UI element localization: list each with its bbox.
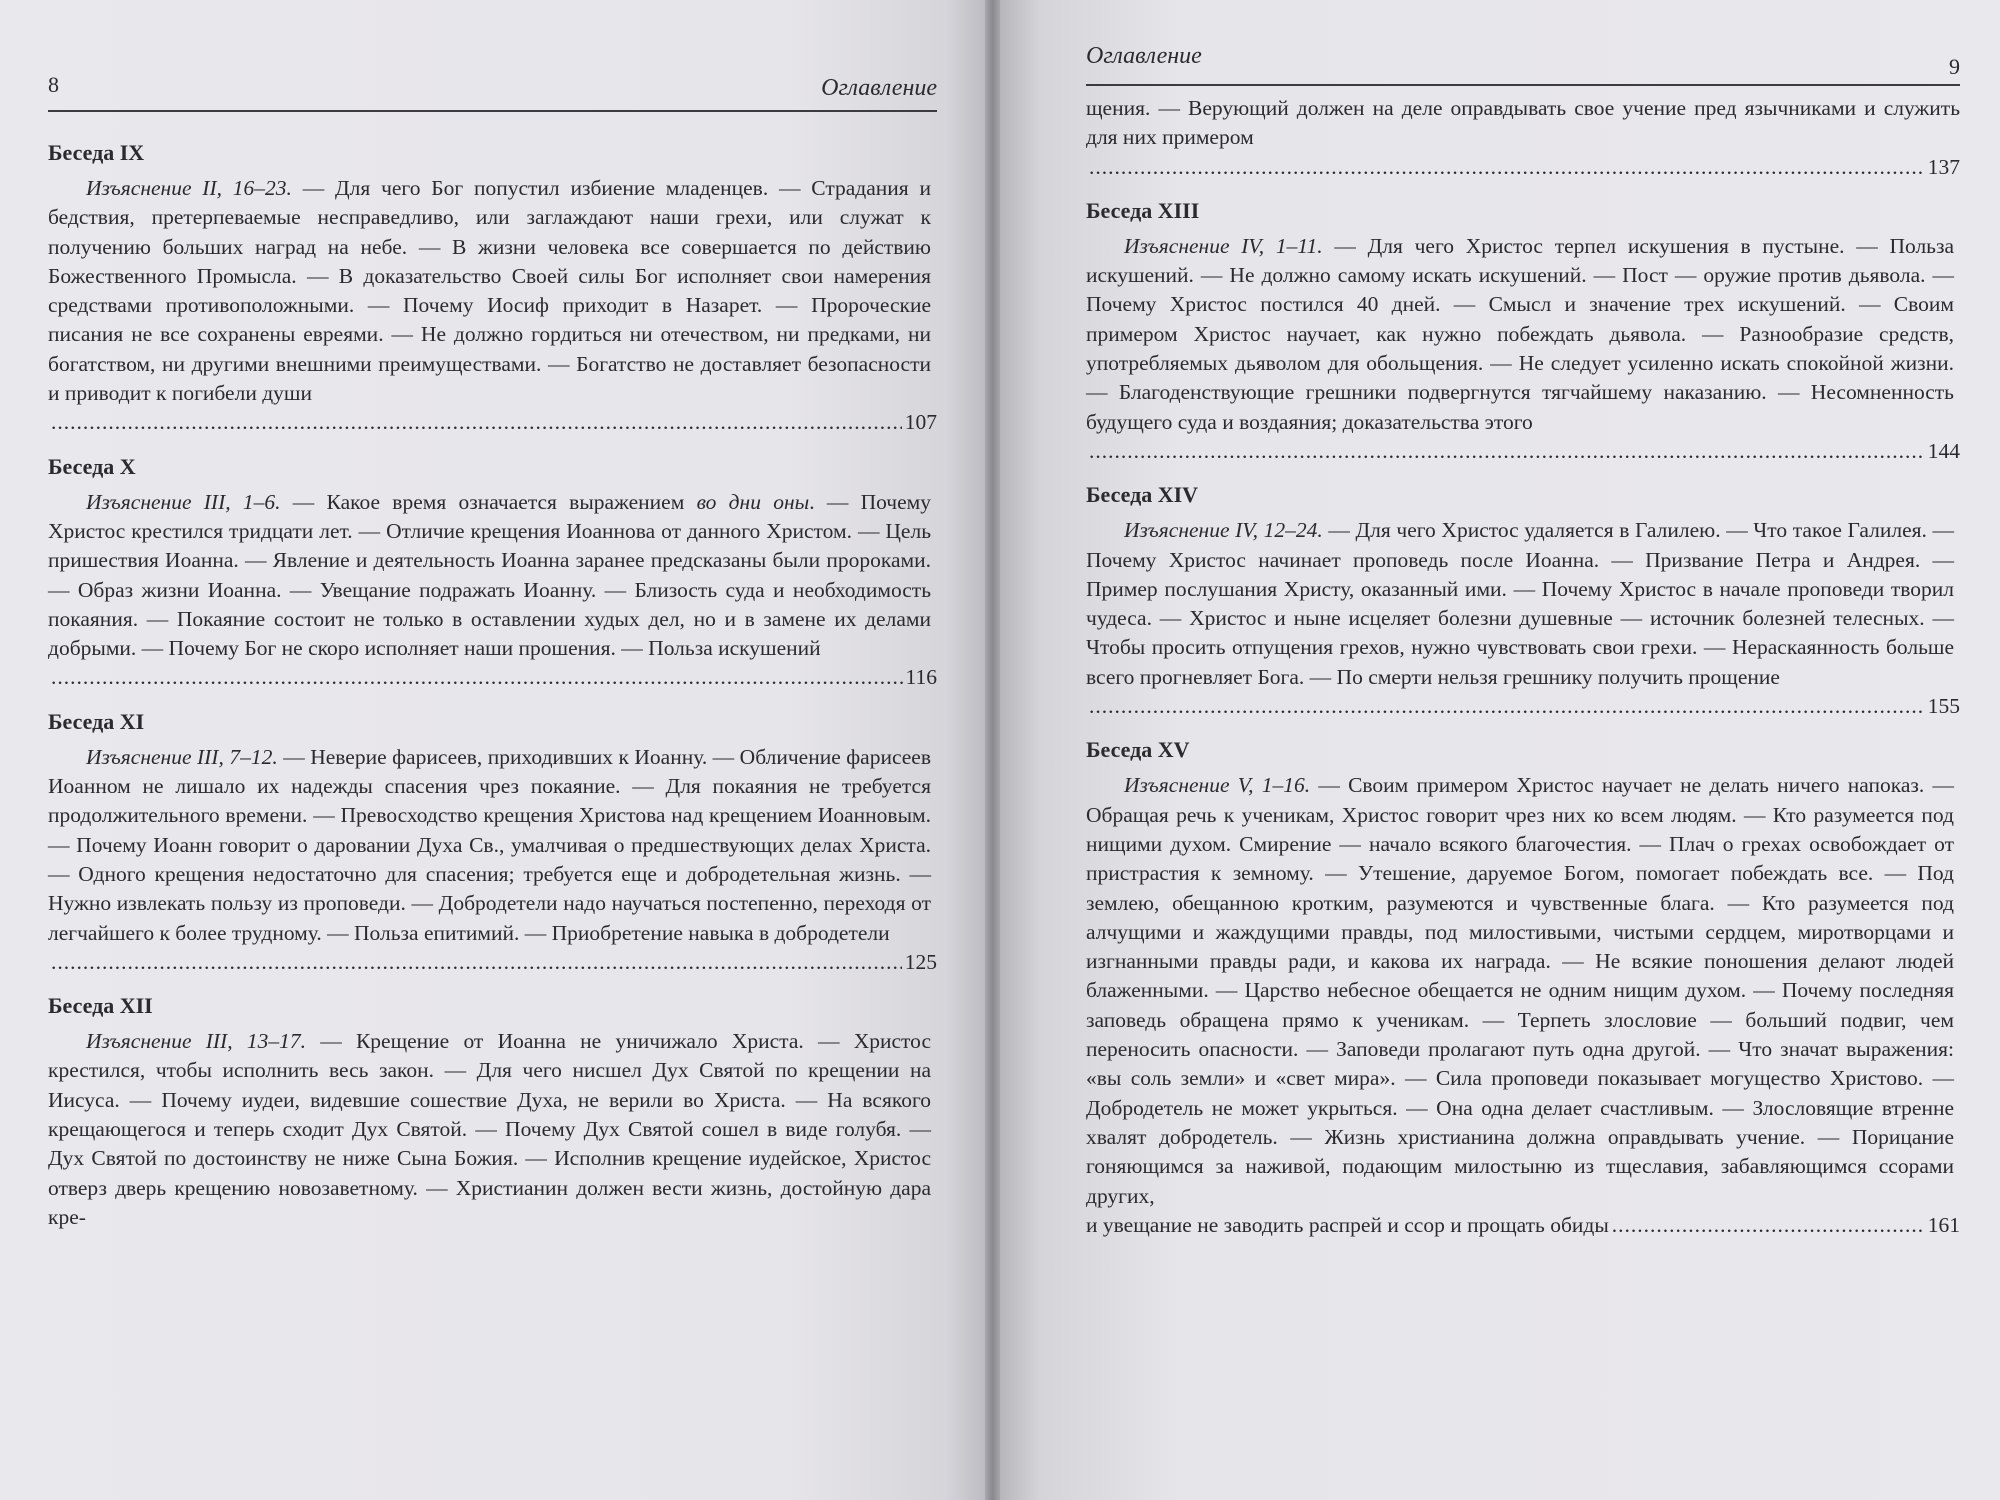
page-leader (48, 408, 937, 437)
right-page-header (1086, 38, 1960, 86)
page-ref: 137 (1927, 154, 1960, 179)
page-leader (1086, 153, 1960, 182)
left-page-header (48, 62, 937, 112)
dot-leader (1089, 692, 1925, 721)
section-summary (1086, 232, 1960, 437)
left-page (0, 0, 985, 1500)
summary-text: . — Почему Христос крестился тридцати лет. — Отличие крещения Иоаннова от данного Христом. — Цель пришествия Иоанна. — Явление и деятельность Иоанна заранее предсказаны были пророками. — Образ жизни Иоанна. — Увещание подражать Иоанну. — Близость суда и необходимость покаяния. — Покаяние состоит не только в оставлении худых дел, но и в замене их делами добрыми. — Почему Бог не скоро исполняет наши прошения. — Польза искушений (48, 489, 932, 661)
scripture-reference: Изъяснение IV, 1–11. (1124, 233, 1323, 258)
section-summary (48, 488, 937, 664)
summary-text: — Какое время означается выражением (292, 489, 685, 514)
toc-section (1086, 198, 1960, 466)
dot-leader (1089, 153, 1925, 182)
toc-section (1086, 737, 1960, 1240)
summary-text: — Крещение от Иоанна не уничижало Христа. — Христос крестился, чтобы исполнить весь закон. — Для чего нисшел Дух Святой по крещении на Иисуса. — Почему иудеи, видевшие сошествие Духа, не верили во Христа. — На всякого крещающегося и теперь сходит Дух Святой. — Почему Дух Святой сошел в виде голубя. — Дух Святой по достоинству не ниже Сына Божия. — Исполнив крещение иудейское, Христос отверз дверь крещению новозаветному. — Христианин должен вести жизнь, достойную дара кре- (48, 1029, 931, 1229)
summary-text: — Для чего Христос удаляется в Галилею. — Что такое Галилея. — Почему Христос начинает проповедь после Иоанна. — Призвание Петра и Андрея. — Пример послушания Христу, оказанный ими. — Почему Христос в начале проповеди творил чудеса. — Христос и ныне исцеляет болезни душевные — источник болезней телесных. — Чтобы просить отпущения грехов, нужно чувствовать свои грехи. — Нераскаянность больше всего прогневляет Бога. — По смерти нельзя грешнику получить прощение (1086, 518, 1954, 689)
page-leader (1086, 1211, 1960, 1240)
section-summary (48, 1027, 937, 1232)
page-ref: 155 (1927, 694, 1960, 719)
summary-text: — Своим примером Христос научает не делать ничего напоказ. — Обращая речь к ученикам, Христос говорит чрез них ко всем людям. — Кто разумеется под нищими духом. Смирение — начало всякого благочестия. — Плач о грехах освобождает от пристрастия к земному. — Утешение, даруемое Богом, помогает побеждать все. — Под землею, обещанною кротким, разумеются и чувственные блага. — Кто разумеется под алчущими и жаждущими правды, под милостивыми, чистыми сердцем, миротворцами и изгнанными правды ради, и какова их награда. — Не всякие поношения делают людей блаженными. — Царство небесное обещается не одним нищим духом. — Почему последняя заповедь обращена прямо к ученикам. — Терпеть злословие — больший подвиг, чем переносить опасности. — Заповеди пролагают путь одна другой. — Что значат выражения: «вы соль земли» и «свет мира». — Сила проповеди показывает могущество Христово. — Добродетель не может укрыться. — Она одна делает счастливым. — Злословящие втренне хвалят добродетель. — Жизнь христианина должна оправдывать учение. — Порицание гоняющимся за наживой, подающим милостыню из тщеславия, забавляющимся ссорами других, (1086, 773, 1955, 1208)
page-ref: 107 (904, 410, 937, 435)
dot-leader (1612, 1211, 1925, 1240)
section-summary (48, 174, 937, 408)
section-heading: Беседа IX (48, 140, 145, 165)
right-page (1000, 0, 2000, 1500)
page-number: 9 (1949, 54, 1960, 79)
scripture-reference: Изъяснение III, 13–17. (86, 1029, 306, 1054)
page-leader (48, 663, 937, 692)
last-line-text: и увещание не заводить распрей и ссор и прощать обиды (1086, 1212, 1609, 1237)
dot-leader (51, 408, 902, 437)
section-heading: Беседа XIV (1086, 482, 1199, 508)
toc-section (1086, 482, 1960, 721)
toc-section (48, 140, 937, 438)
toc-section (48, 993, 937, 1232)
scripture-reference: Изъяснение V, 1–16. (1124, 773, 1311, 798)
scripture-reference: Изъяснение II, 16–23. (86, 176, 292, 200)
toc-continuation (1086, 94, 1960, 182)
running-header-title: Оглавление (821, 75, 937, 101)
dot-leader (51, 663, 903, 692)
section-summary (1086, 771, 1960, 1210)
page-leader (1086, 437, 1960, 466)
book-gutter (985, 0, 1000, 1500)
continued-summary: щения. — Верующий должен на деле оправдывать свое учение пред язычниками и служить для них примером (1086, 96, 1960, 150)
page-ref: 161 (1927, 1212, 1960, 1237)
scripture-reference: Изъяснение IV, 12–24. (1124, 518, 1323, 543)
page-ref: 116 (905, 665, 937, 690)
section-heading: Беседа XII (48, 993, 153, 1019)
page-leader (1086, 692, 1960, 721)
section-summary (48, 743, 937, 948)
section-summary (1086, 516, 1960, 692)
running-header-title: Оглавление (1086, 43, 1202, 69)
section-heading: Беседа XIII (1086, 197, 1200, 223)
page-number: 8 (48, 72, 59, 97)
page-ref: 125 (904, 949, 937, 974)
italic-phrase: во дни оны (696, 489, 810, 514)
dot-leader (1089, 437, 1925, 466)
page-leader (48, 948, 937, 977)
scripture-reference: Изъяснение III, 7–12. (86, 744, 278, 769)
summary-text: — Для чего Христос терпел искушения в пустыне. — Польза искушений. — Не должно самому искать искушений. — Пост — оружие против дьявола. — Почему Христос постился 40 дней. — Смысл и значение трех искушений. — Своим примером Христос научает, как нужно побеждать дьявола. — Разнообразие средств, употребляемых дьяволом для обольщения. — Не следует усиленно искать спокойной жизни. — Благоденствующие грешники подвергнутся тягчайшему наказанию. — Несомненность будущего суда и воздаяния; доказательства этого (1086, 233, 1955, 434)
summary-text: — Для чего Бог попустил избиение младенцев. — Страдания и бедствия, претерпеваемые несправедливо, или заглаждают наши грехи, или служат к получению больших наград на небе. — В жизни человека все совершается по действию Божественного Промысла. — В доказательство Своей силы Бог исполняет свои намерения средствами противоположными. — Почему Иосиф приходит в Назарет. — Пророческие писания не все сохранены евреями. — Не должно гордиться ни отечеством, ни предками, ни богатством, ни другими внешними преимуществами. — Богатство не доставляет безопасности и приводит к погибели души (48, 176, 931, 406)
section-heading: Беседа X (48, 453, 136, 479)
scripture-reference: Изъяснение III, 1–6. (86, 489, 281, 514)
section-heading: Беседа XV (1086, 737, 1190, 763)
dot-leader (51, 948, 902, 977)
section-heading: Беседа XI (48, 708, 145, 734)
summary-text: — Неверие фарисеев, приходивших к Иоанну. — Обличение фарисеев Иоанном не лишало их надежды спасения чрез покаяние. — Для покаяния не требуется продолжительного времени. — Превосходство крещения Христова над крещением Иоанновым. — Почему Иоанн говорит о даровании Духа Св., умалчивая о предшествующих делах Христа. — Одного крещения недостаточно для спасения; требуется еще и добродетельная жизнь. — Нужно извлекать пользу из проповеди. — Добродетели надо научаться постепенно, переходя от легчайшего к более трудному. — Польза епитимий. — Приобретение навыка в добродетели (48, 744, 932, 945)
toc-section (48, 454, 937, 693)
toc-section (48, 709, 937, 977)
page-ref: 144 (1927, 438, 1960, 463)
